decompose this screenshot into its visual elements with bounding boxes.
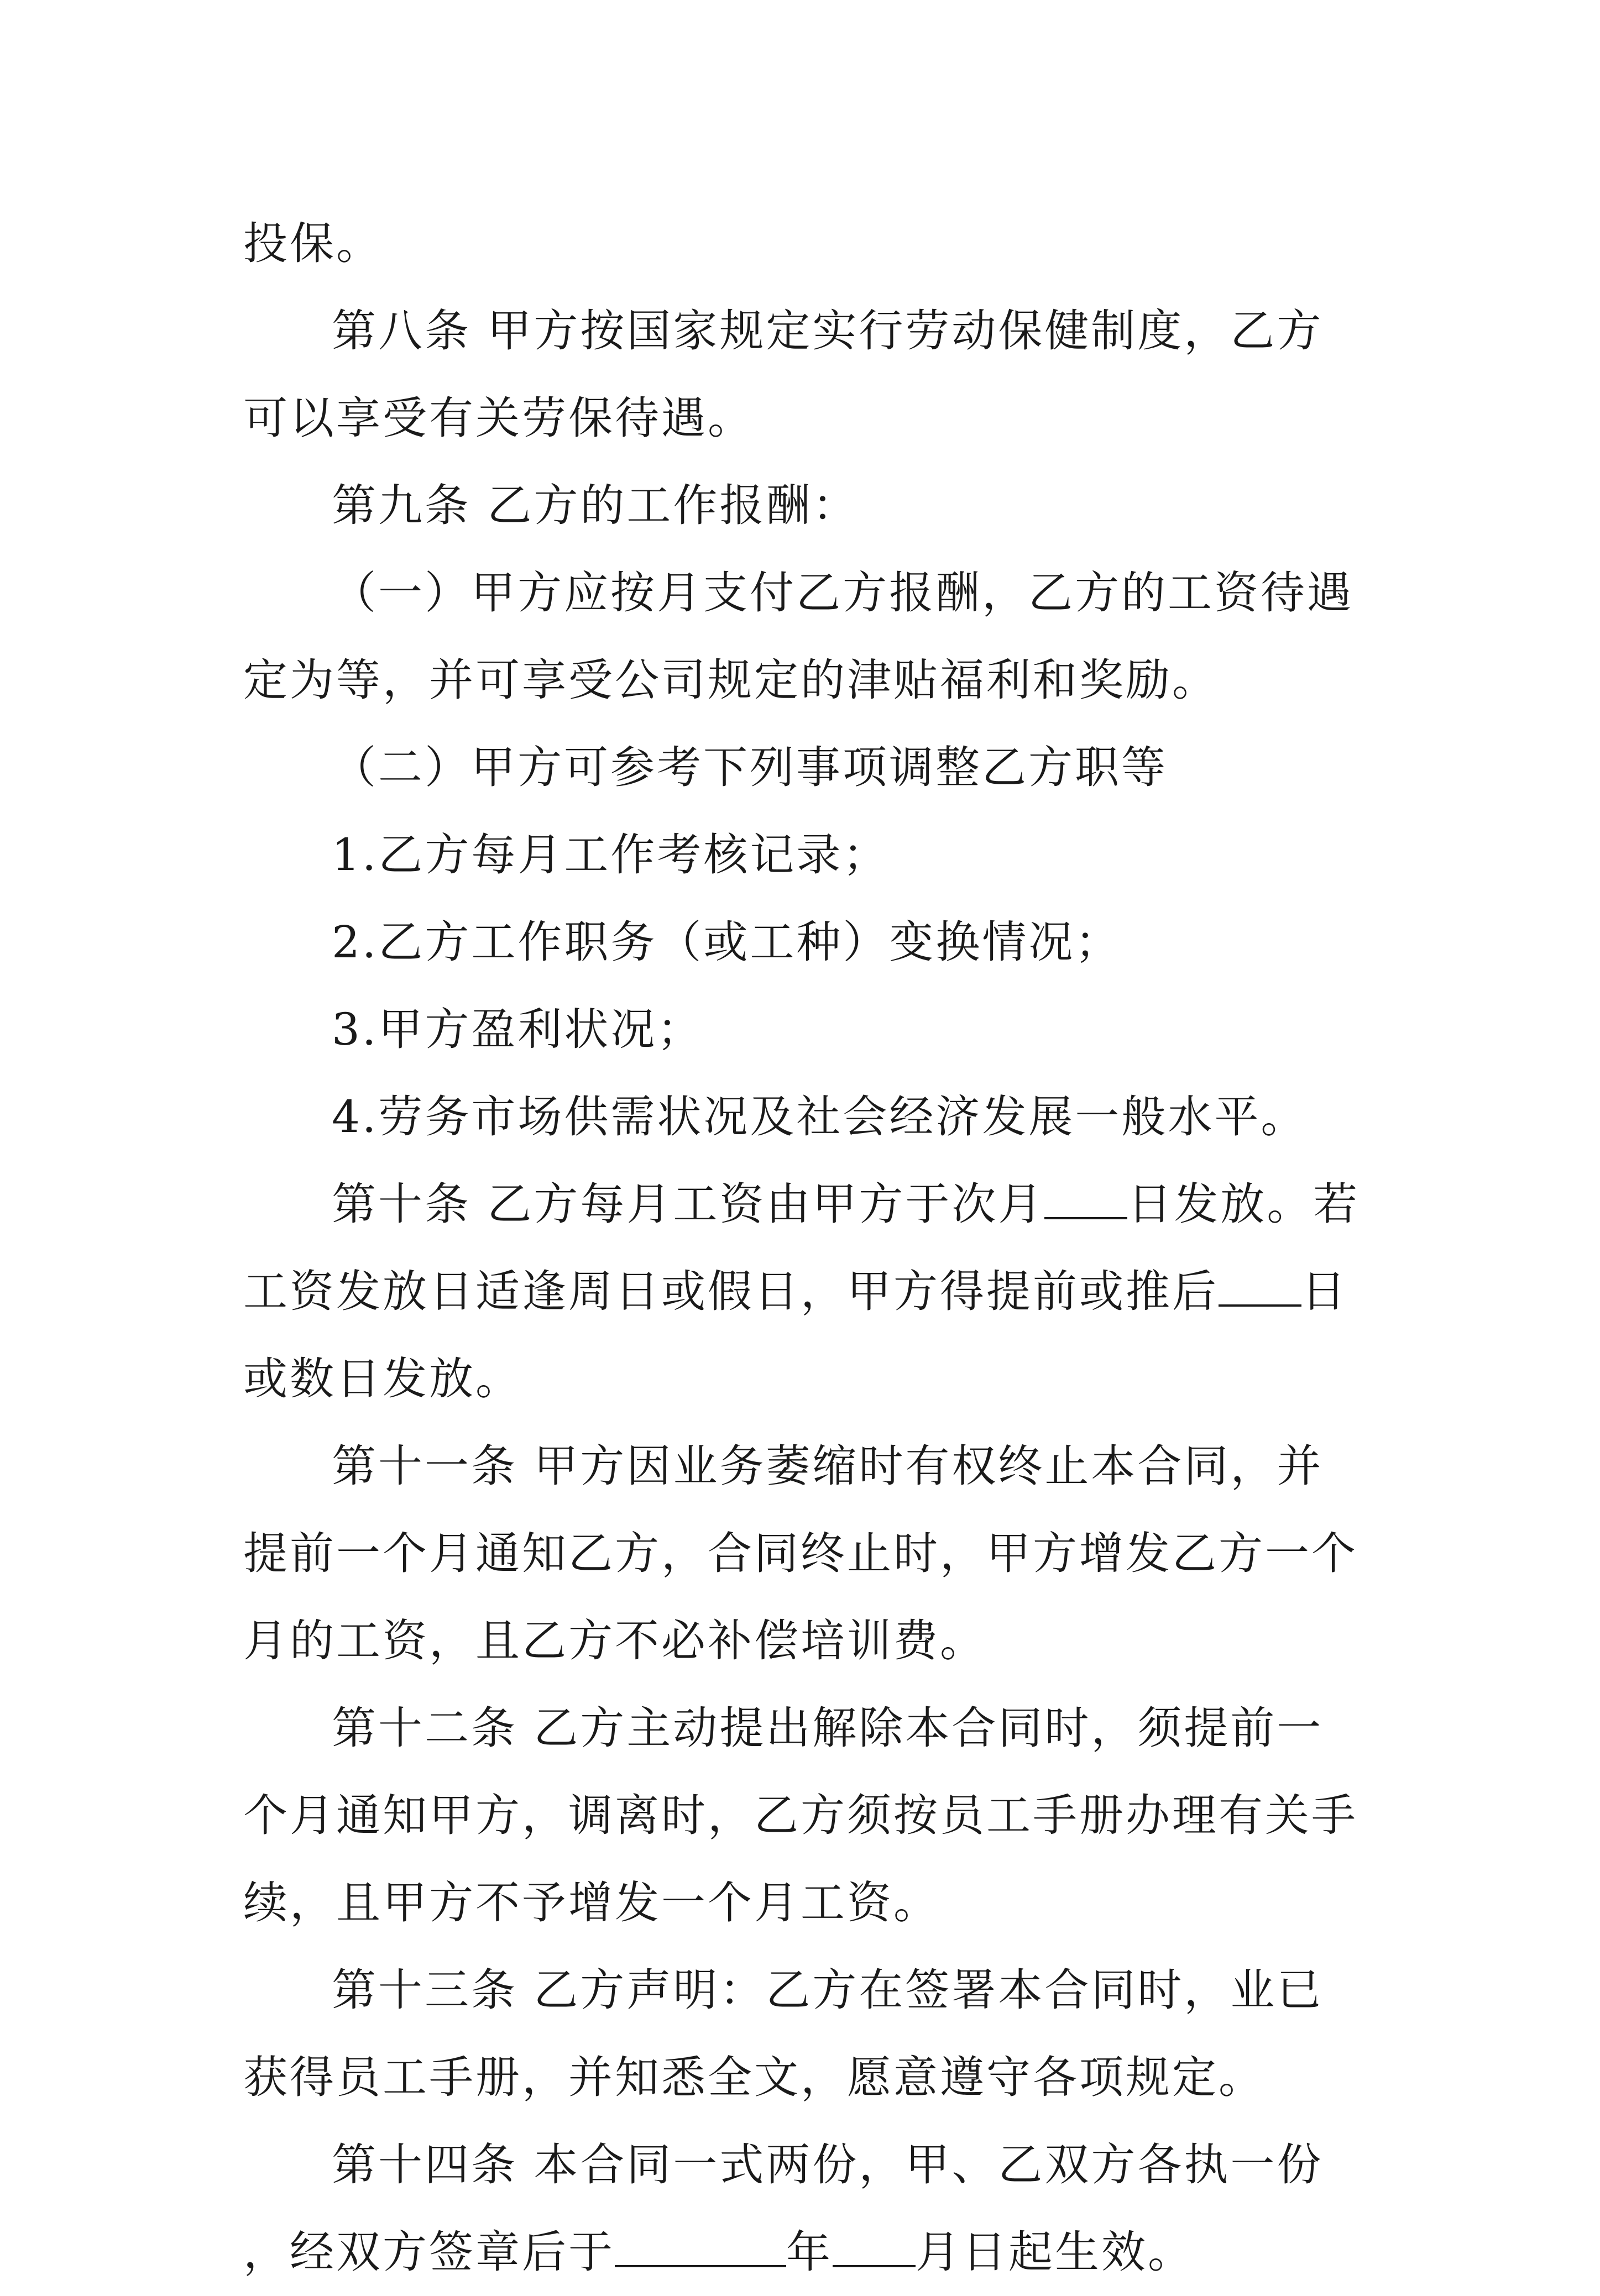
paragraph-text: 第十二条 乙方主动提出解除本合同时，须提前一个月通知甲方，调离时，乙方须按员工手册办理有关手续，且甲方不予增发一个月工资。 xyxy=(243,1702,1358,1928)
paragraph-text: （一）甲方应按月支付乙方报酬，乙方的工资待遇定为等，并可享受公司规定的津贴福利和奖励。 xyxy=(243,567,1353,706)
blank-line xyxy=(1044,1183,1127,1219)
paragraph-text: 1.乙方每月工作考核记录； xyxy=(332,829,890,880)
paragraph-text: 第十四条 本合同一式两份，甲、乙双方各执一份，经双方签章后于 xyxy=(243,2139,1324,2278)
paragraph-text: 投保。 xyxy=(243,218,383,269)
paragraph-text: （二）甲方可参考下列事项调整乙方职等 xyxy=(332,742,1168,793)
paragraph-text: 第十三条 乙方声明：乙方在签署本合同时，业已获得员工手册，并知悉全文，愿意遵守各项规定。 xyxy=(243,1964,1324,2103)
paragraph-text: 第十一条 甲方因业务萎缩时有权终止本合同，并提前一个月通知乙方，合同终止时，甲方增发乙方一个月的工资，且乙方不必补偿培训费。 xyxy=(243,1440,1358,1666)
blank-line xyxy=(833,2231,916,2267)
article-14 xyxy=(243,2121,1366,2296)
list-item-1 xyxy=(243,811,1366,899)
paragraph-continuation xyxy=(243,200,1366,287)
article-9 xyxy=(243,462,1366,549)
paragraph-text: 3.甲方盈利状况； xyxy=(332,1004,704,1055)
paragraph-text: 月日起生效。 xyxy=(916,2226,1194,2278)
blank-line xyxy=(615,2231,786,2267)
list-item-2 xyxy=(243,899,1366,986)
article-13 xyxy=(243,1947,1366,2121)
list-item-3 xyxy=(243,986,1366,1073)
paragraph-text: 2.乙方工作职务（或工种）变换情况； xyxy=(332,916,1122,968)
paragraph-text: 日发放。若工资发放日适逢周日或假日，甲方得提前或推后 xyxy=(243,1178,1360,1317)
paragraph-text: 日或数日发放。 xyxy=(243,1266,1348,1404)
paragraph-text: 第八条 甲方按国家规定实行劳动保健制度，乙方可以享受有关劳保待遇。 xyxy=(243,305,1324,444)
article-9-item-2 xyxy=(243,724,1366,811)
article-9-item-1 xyxy=(243,549,1366,724)
blank-line xyxy=(1219,1270,1301,1307)
paragraph-text: 第十条 乙方每月工资由甲方于次月 xyxy=(332,1178,1045,1230)
article-8 xyxy=(243,287,1366,462)
list-item-4 xyxy=(243,1073,1366,1161)
paragraph-text: 第九条 乙方的工作报酬： xyxy=(332,480,859,531)
article-10 xyxy=(243,1161,1366,1423)
contract-body xyxy=(243,200,1366,2296)
article-11 xyxy=(243,1423,1366,1685)
paragraph-text: 4.劳务市场供需状况及社会经济发展一般水平。 xyxy=(332,1091,1308,1142)
article-12 xyxy=(243,1685,1366,1947)
paragraph-text: 年 xyxy=(786,2226,833,2278)
